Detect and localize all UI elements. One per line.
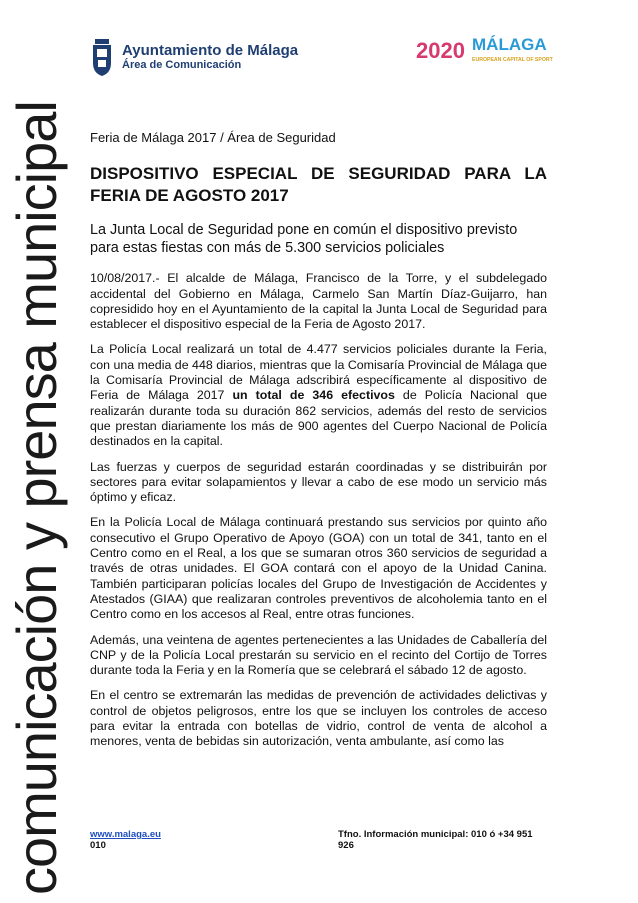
press-release-body <box>90 130 547 760</box>
paragraph-3: Las fuerzas y cuerpos de seguridad estarán coordinadas y se distribuirán por sectores para evitar solapamientos y llevar a cabo de ese modo un servicio más óptimo y eficaz. <box>90 459 547 505</box>
org-department: Área de Comunicación <box>122 59 242 72</box>
vertical-label-text: comunicación y prensa municipal <box>5 101 68 895</box>
paragraph-1: 10/08/2017.- El alcalde de Málaga, Francisco de la Torre, y el subdelegado accidental del Gobierno en Málaga, Carmelo San Martín Díaz-Guijarro, han copresidido hoy en el Ayuntamiento de la capital la Junta Local de Seguridad para establecer el dispositivo especial de la Feria de Agosto 2017. <box>90 271 547 332</box>
paragraph-2-text-a: La Policía Local realizará un total de 4.477 servicios policiales durante la Feria, con una media de 448 diarios, mientras que la Comisaría Provincial de Málaga que la Comisaría Provincial de Málaga adscribirá específicamente al dispositivo de Feria de Málaga 2017 <box>90 342 547 403</box>
phone-info: Tfno. Información municipal: 010 ó +34 951 926 <box>338 829 533 851</box>
footer <box>90 829 547 851</box>
paragraph-2-highlight: un total de 346 efectivos <box>232 388 395 403</box>
vertical-section-label <box>2 95 76 895</box>
coat-of-arms-icon <box>90 37 114 77</box>
paragraph-5: Además, una veintena de agentes pertenecientes a las Unidades de Caballería del CNP y de la Policía Local prestarán su servicio en el recinto del Cortijo de Torres durante toda la Feria y en la Romería que se celebrará el sábado 12 de agosto. <box>90 632 547 678</box>
malaga-sport-capital-logo <box>416 28 553 72</box>
headline: DISPOSITIVO ESPECIAL DE SEGURIDAD PARA LA FERIA DE AGOSTO 2017 <box>90 164 547 206</box>
logo-city: MÁLAGA <box>472 35 547 54</box>
subheadline: La Junta Local de Seguridad pone en común el dispositivo previsto para estas fiestas con más de 5.300 servicios policiales <box>90 222 518 257</box>
paragraph-4: En la Policía Local de Málaga continuará prestando sus servicios por quinto año consecutivo el Grupo Operativo de Apoyo (GOA) con un total de 341, tanto en el Centro como en el Real, a los que se sumaran otros 360 servicios de seguridad a través de otras unidades. El GOA contará con el apoyo de la Unidad Canina. También participaran policías locales del Grupo de Investigación de Accidentes y Atestados (GIAA) que realizaran controles preventivos de alcoholemia tanto en el Centro como en los accesos al Real, entre otras funciones. <box>90 515 547 622</box>
phone-info-continued: 010 <box>90 840 106 851</box>
org-name: Ayuntamiento de Málaga <box>122 42 299 60</box>
section-line: Feria de Málaga 2017 / Área de Seguridad <box>90 130 336 145</box>
website-link[interactable]: www.malaga.eu <box>90 829 161 840</box>
paragraph-6: En el centro se extremarán las medidas de prevención de actividades delictivas y control de objetos peligrosos, entre los que se incluyen los controles de acceso para evitar la entrada con botellas de vidrio, control de venta de alcohol a menores, venta de bebidas sin autorización, venta ambulante, así como las <box>90 688 547 749</box>
logo-year: 2020 <box>416 38 465 63</box>
paragraph-2-text-b: de Policía Nacional que realizarán durante toda su duración 862 servicios, además del resto de servicios que prestan diariamente los más de 900 agentes del Cuerpo Nacional de Policía destinados en la capital. <box>90 388 547 449</box>
logo-tagline: EUROPEAN CAPITAL OF SPORT <box>472 57 553 63</box>
paragraph-2 <box>90 342 547 449</box>
city-hall-logo <box>90 35 298 79</box>
